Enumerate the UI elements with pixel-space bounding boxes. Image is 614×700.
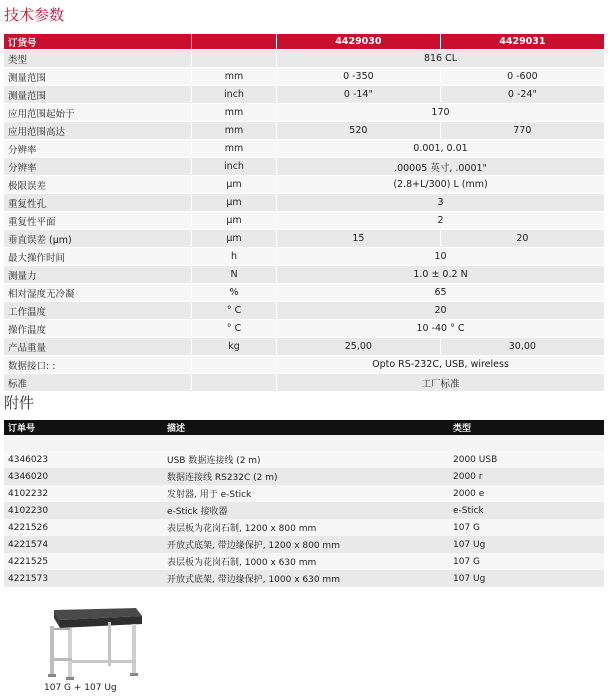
accessories-header-cell: 描述: [163, 420, 449, 435]
spec-label: 相对湿度无冷凝: [4, 284, 192, 302]
spec-value-4429030: 0 -350: [277, 68, 441, 86]
accessory-row: [4, 502, 604, 519]
spec-value: .00005 英寸, .0001": [277, 158, 605, 176]
spec-row: [4, 122, 604, 140]
spacer-cell: [449, 435, 604, 451]
accessory-row: [4, 485, 604, 502]
spec-value-4429031: 0 -600: [440, 68, 604, 86]
spec-value: 10 -40 ° C: [277, 320, 605, 338]
spec-value-4429031: 0 -24": [440, 86, 604, 104]
spec-unit: N: [192, 266, 277, 284]
accessories-header-row: [4, 420, 604, 435]
spec-row: [4, 212, 604, 230]
spec-header-row: [4, 34, 604, 50]
accessory-description: 表层板为花岗石制, 1200 x 800 mm: [163, 519, 449, 536]
spec-label: 分辨率: [4, 158, 192, 176]
spec-row: [4, 248, 604, 266]
spec-unit: mm: [192, 140, 277, 158]
accessory-description: 开放式底架, 带边缘保护, 1200 x 800 mm: [163, 536, 449, 553]
accessory-description: 表层板为花岗石制, 1000 x 630 mm: [163, 553, 449, 570]
accessory-type: 107 Ug: [449, 536, 604, 553]
accessory-order-number: 4102230: [4, 502, 163, 519]
spec-value: 1.0 ± 0.2 N: [277, 266, 605, 284]
spec-unit: mm: [192, 68, 277, 86]
accessory-order-number: 4221574: [4, 536, 163, 553]
spec-row: [4, 158, 604, 176]
accessory-order-number: 4221525: [4, 553, 163, 570]
spec-label: 操作温度: [4, 320, 192, 338]
accessory-type: 107 Ug: [449, 570, 604, 587]
spec-label: 分辨率: [4, 140, 192, 158]
accessories-header-cell: 订单号: [4, 420, 163, 435]
spec-unit: h: [192, 248, 277, 266]
accessory-order-number: 4346020: [4, 468, 163, 485]
spec-row: [4, 230, 604, 248]
spec-unit: µm: [192, 212, 277, 230]
spec-label: 测量范围: [4, 86, 192, 104]
spec-value: 3: [277, 194, 605, 212]
spec-unit: mm: [192, 104, 277, 122]
accessory-order-number: 4221526: [4, 519, 163, 536]
spec-row: [4, 266, 604, 284]
spec-row: [4, 140, 604, 158]
spec-unit: [192, 356, 277, 374]
spec-label: 垂直误差 (µm): [4, 230, 192, 248]
spec-unit: µm: [192, 176, 277, 194]
spec-header-cell: [192, 34, 277, 50]
spec-label: 极限误差: [4, 176, 192, 194]
spec-section-title: 技术参数: [4, 6, 65, 24]
spec-row: [4, 320, 604, 338]
spec-value-4429031: 20: [440, 230, 604, 248]
image-caption: 107 G + 107 Ug: [44, 683, 117, 693]
accessory-row: [4, 468, 604, 485]
accessories-section-title: 附件: [4, 394, 35, 412]
spec-row: [4, 194, 604, 212]
spec-value: 2: [277, 212, 605, 230]
spec-value-4429030: 520: [277, 122, 441, 140]
accessory-row: [4, 519, 604, 536]
accessory-description: 开放式底架, 带边缘保护, 1000 x 630 mm: [163, 570, 449, 587]
accessories-header-cell: 类型: [449, 420, 604, 435]
spec-unit: mm: [192, 122, 277, 140]
spec-value: 65: [277, 284, 605, 302]
spec-row: [4, 302, 604, 320]
accessory-row: [4, 451, 604, 468]
spec-value: 20: [277, 302, 605, 320]
spec-unit: ° C: [192, 320, 277, 338]
accessory-order-number: 4221573: [4, 570, 163, 587]
spec-table: [4, 34, 604, 392]
spec-unit: kg: [192, 338, 277, 356]
spec-value-4429030: 25,00: [277, 338, 441, 356]
accessory-type: e-Stick: [449, 502, 604, 519]
spec-label: 数据接口: :: [4, 356, 192, 374]
spec-label: 重复性平面: [4, 212, 192, 230]
accessory-description: USB 数据连接线 (2 m): [163, 451, 449, 468]
spec-label: 标准: [4, 374, 192, 392]
spec-label: 重复性孔: [4, 194, 192, 212]
spec-unit: [192, 50, 277, 68]
spec-header-cell: 4429031: [440, 34, 604, 50]
accessory-description: 数据连接线 RS232C (2 m): [163, 468, 449, 485]
spacer-cell: [4, 435, 163, 451]
spec-row: [4, 50, 604, 68]
spec-unit: inch: [192, 158, 277, 176]
spec-value: 工厂标准: [277, 374, 605, 392]
accessory-type: 2000 e: [449, 485, 604, 502]
spec-value: (2.8+L/300) L (mm): [277, 176, 605, 194]
spacer-cell: [163, 435, 449, 451]
accessory-type: 2000 r: [449, 468, 604, 485]
spec-value-4429031: 770: [440, 122, 604, 140]
spec-unit: µm: [192, 230, 277, 248]
spec-value: 10: [277, 248, 605, 266]
spec-label: 测量范围: [4, 68, 192, 86]
spec-row: [4, 176, 604, 194]
spec-unit: [192, 374, 277, 392]
accessories-table: [4, 420, 604, 587]
spec-row: [4, 86, 604, 104]
spec-value-4429030: 0 -14": [277, 86, 441, 104]
accessory-order-number: 4102232: [4, 485, 163, 502]
accessory-row: [4, 570, 604, 587]
spec-label: 最大操作时间: [4, 248, 192, 266]
granite-table-stand-illustration: [28, 604, 148, 680]
accessory-row: [4, 536, 604, 553]
accessory-order-number: 4346023: [4, 451, 163, 468]
spec-row: [4, 104, 604, 122]
spec-header-cell: 订货号: [4, 34, 192, 50]
spec-unit: ° C: [192, 302, 277, 320]
spec-value: Opto RS-232C, USB, wireless: [277, 356, 605, 374]
spec-value: 816 CL: [277, 50, 605, 68]
accessory-description: e-Stick 接收器: [163, 502, 449, 519]
spec-label: 类型: [4, 50, 192, 68]
accessory-type: 2000 USB: [449, 451, 604, 468]
spec-value-4429031: 30,00: [440, 338, 604, 356]
spec-value-4429030: 15: [277, 230, 441, 248]
accessory-description: 发射器, 用于 e-Stick: [163, 485, 449, 502]
granite-table-stand-image: [28, 604, 148, 680]
spec-row: [4, 68, 604, 86]
spec-row: [4, 284, 604, 302]
accessories-spacer-row: [4, 435, 604, 451]
accessory-row: [4, 553, 604, 570]
accessory-type: 107 G: [449, 519, 604, 536]
spec-row: [4, 338, 604, 356]
spec-value: 170: [277, 104, 605, 122]
spec-value: 0.001, 0.01: [277, 140, 605, 158]
spec-label: 应用范围起始于: [4, 104, 192, 122]
spec-unit: µm: [192, 194, 277, 212]
accessory-type: 107 G: [449, 553, 604, 570]
spec-label: 测量力: [4, 266, 192, 284]
spec-label: 应用范围高达: [4, 122, 192, 140]
spec-header-cell: 4429030: [277, 34, 441, 50]
spec-row: [4, 356, 604, 374]
spec-row: [4, 374, 604, 392]
spec-unit: %: [192, 284, 277, 302]
spec-label: 工作温度: [4, 302, 192, 320]
spec-unit: inch: [192, 86, 277, 104]
spec-label: 产品重量: [4, 338, 192, 356]
